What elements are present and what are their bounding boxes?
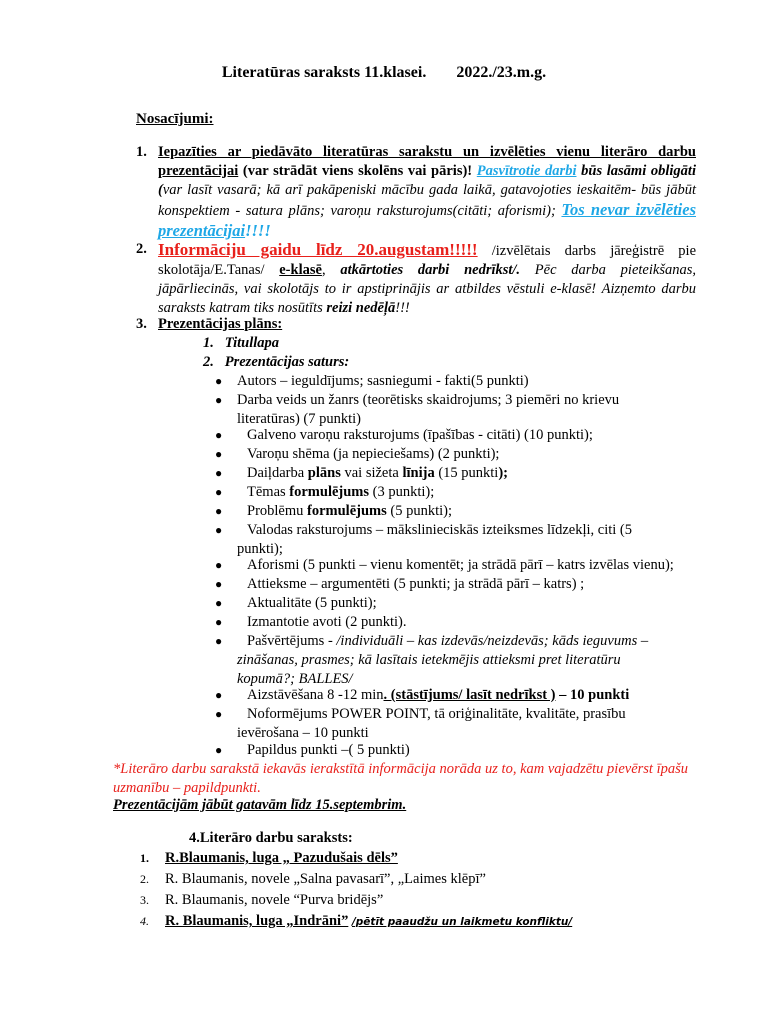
bullet-item — [215, 502, 675, 521]
bullet-item — [215, 686, 675, 705]
handwritten-note: /pētīt paaudžu un laikmetu konfliktu/ — [351, 916, 573, 928]
item-text: !!! — [395, 300, 410, 316]
list-number: 2. — [140, 872, 149, 886]
item-text: reizi nedēļā — [326, 300, 396, 316]
bullet-part: Problēmu — [247, 503, 308, 519]
list-item — [140, 870, 700, 889]
bullet-icon: ● — [215, 743, 223, 757]
bullet-text — [237, 502, 675, 521]
list-title: R. Blaumanis, luga „Indrāni” — [165, 913, 349, 929]
footnote: *Literāro darbu sarakstā iekavās ierakstītā informācija norāda uz to, kam vajadzētu pievērst īpašu uzmanību – papildpunkti. — [113, 761, 688, 796]
condition-item-1 — [136, 143, 696, 242]
bullet-part: Aizstāvēšana 8 -12 min — [247, 687, 384, 703]
bullet-text: Darba veids un žanrs (teorētisks skaidrojums; 3 piemēri no krievu literatūras) (7 punkti) — [237, 392, 620, 427]
list-text — [165, 912, 700, 932]
list-text: R. Blaumanis, novele „Salna pavasarī”, „Laimes klēpī” — [165, 871, 486, 887]
bullet-icon: ● — [215, 428, 223, 442]
bullet-item — [215, 613, 675, 632]
conditions-heading: Nosacījumi: — [136, 111, 214, 127]
bullet-icon: ● — [215, 558, 223, 572]
condition-item-3 — [136, 315, 696, 334]
bullet-text: Attieksme – argumentēti (5 punkti; ja strādā pārī – katrs) ; — [247, 576, 585, 592]
subitem-content — [203, 353, 349, 372]
bullet-item — [215, 594, 675, 613]
bullet-item — [215, 705, 675, 743]
underlined-works-link[interactable]: Pasvītrotie darbi — [476, 163, 577, 179]
bullet-text: Autors – ieguldījums; sasniegumi - fakti(5 punkti) — [237, 373, 529, 389]
bullet-text: Valodas raksturojums – mākslinieciskās izteiksmes līdzekļi, citi (5 punkti); — [237, 522, 632, 557]
bullet-icon: ● — [215, 615, 223, 629]
bullet-icon: ● — [215, 596, 223, 610]
item-text: Iepazīties ar piedāvāto literatūras sarakstu un izvēlēties vienu literāro darbu — [158, 144, 696, 160]
list-number: 4. — [140, 914, 149, 928]
bullet-item — [215, 632, 675, 689]
list-text: R. Blaumanis, novele “Purva bridējs” — [165, 892, 384, 908]
school-year: 2022./23.m.g. — [456, 64, 547, 81]
bullet-text: Papildus punkti –( 5 punkti) — [247, 742, 410, 758]
item-text: var lasīt vasarā; kā arī pakāpeniski mācību gada laikā, gatavojoties ieskaitēm- būs jābūt konspektiem - satura plāns; varoņu raksturojums(citāti; aforismi); — [158, 182, 696, 219]
bullet-item — [215, 372, 675, 391]
literature-list-heading: 4.Literāro darbu saraksts: — [189, 830, 353, 846]
bullet-text — [237, 464, 675, 483]
bullet-part: formulējums — [289, 484, 370, 500]
bullet-text: Aktualitāte (5 punkti); — [247, 595, 377, 611]
bullet-text — [237, 686, 675, 705]
bullet-icon: ● — [215, 523, 223, 537]
item-body — [158, 143, 696, 242]
bullet-part: – 10 punkti — [555, 687, 630, 703]
bullet-icon: ● — [215, 504, 223, 518]
item-body — [158, 240, 696, 318]
subitem-title-page — [203, 334, 279, 353]
subitem-label: Titullapa — [224, 335, 279, 351]
bullet-text: Noformējums POWER POINT, tā oriģinalitāte, kvalitāte, prasību ievērošana – 10 punkti — [237, 706, 626, 741]
bullet-part: ); — [498, 465, 509, 481]
deadline-alert: Informāciju gaidu līdz 20.augustam!!!!! — [158, 240, 478, 259]
bullet-part: formulējums — [307, 503, 387, 519]
bullet-icon: ● — [215, 577, 223, 591]
bullet-item — [215, 556, 675, 575]
bullet-part: (3 punkti); — [369, 484, 435, 500]
bullet-part: vai sižeta — [340, 465, 403, 481]
bullet-item — [215, 521, 675, 559]
bullet-part: Tēmas — [247, 484, 290, 500]
item-text: būs lasāmi obligāti ( — [158, 163, 696, 198]
document-title — [0, 63, 768, 82]
bullet-part: plāns — [307, 465, 341, 481]
bullet-part: /individuāli – kas izdevās/neizdevās; kāds ieguvums – zināšanas, prasmes; kā lasītais ietekmējis attieksmi pret literatūru kopumā?; BALLES/ — [237, 633, 649, 687]
bullet-item — [215, 575, 675, 594]
item-number: 3. — [136, 316, 147, 332]
bullet-part: (5 punkti); — [386, 503, 453, 519]
bullet-item — [215, 483, 675, 502]
bullet-text: Aforismi (5 punkti – vienu komentēt; ja strādā pārī – katrs izvēlas vienu); — [247, 557, 674, 573]
bullet-item — [215, 445, 675, 464]
bullet-text: Izmantotie avoti (2 punkti). — [247, 614, 407, 630]
plan-heading: Prezentācijas plāns: — [158, 316, 283, 332]
bullet-part: līnija — [402, 465, 435, 481]
bullet-text — [237, 632, 675, 689]
item-text: , — [321, 262, 341, 278]
list-number: 1. — [140, 851, 149, 865]
deadline-line: Prezentācijām jābūt gatavām līdz 15.septembrim. — [113, 797, 407, 813]
item-text: !!!! — [245, 221, 271, 240]
bullet-icon: ● — [215, 374, 223, 388]
item-number: 1. — [136, 144, 147, 160]
bullet-part: (15 punkti — [434, 465, 499, 481]
list-text: R.Blaumanis, luga „ Pazudušais dēls” — [165, 850, 398, 866]
e-klase-link[interactable]: e-klasē — [279, 262, 322, 278]
item-text: Pēc darba pieteikšanas, jāpārliecinās, vai skolotājs to ir apstiprinājis ar atbildes vēstuli e-klasē! Aizņemto darbu saraksts katram tiks nosūtīts — [158, 262, 696, 316]
bullet-item — [215, 741, 675, 760]
bullet-icon: ● — [215, 485, 223, 499]
item-text: /izvēlētais darbs jāreģistrē pie skolotāja/E.Tanas/ — [158, 243, 697, 278]
bullet-item — [215, 464, 675, 483]
item-text: (var strādāt viens skolēns vai pāris)! — [238, 163, 477, 179]
list-number: 3. — [140, 893, 149, 907]
bullet-part: Pašvērtējums - — [247, 633, 337, 649]
bullet-text: Varoņu shēma (ja nepieciešams) (2 punkti); — [247, 446, 500, 462]
bullet-text: Galveno varoņu raksturojums (īpašības - citāti) (10 punkti); — [247, 427, 593, 443]
bullet-item — [215, 426, 675, 445]
subitem-number: 1. — [203, 335, 214, 351]
bullet-icon: ● — [215, 447, 223, 461]
condition-item-2 — [136, 240, 696, 318]
bullet-icon: ● — [215, 466, 223, 480]
bullet-text — [237, 483, 675, 502]
title-text: Literatūras saraksts 11.klasei. — [221, 64, 427, 81]
item-text: atkārtoties darbi nedrīkst/. — [340, 262, 521, 278]
bullet-part: . (stāstījums/ lasīt nedrīkst ) — [383, 687, 556, 703]
item-text: prezentācijai — [158, 163, 239, 179]
list-item — [140, 912, 700, 932]
bullet-icon: ● — [215, 634, 223, 648]
subitem-number: 2. — [203, 354, 214, 370]
bullet-item — [215, 391, 675, 429]
list-item — [140, 891, 700, 910]
list-item — [140, 849, 700, 868]
cannot-choose-link[interactable]: Tos nevar izvēlēties prezentācijai — [158, 200, 697, 240]
bullet-icon: ● — [215, 688, 223, 702]
item-number: 2. — [136, 241, 147, 257]
subitem-label: Prezentācijas saturs: — [224, 354, 350, 370]
bullet-icon: ● — [215, 393, 223, 407]
bullet-part: Daiļdarba — [247, 465, 308, 481]
bullet-icon: ● — [215, 707, 223, 721]
